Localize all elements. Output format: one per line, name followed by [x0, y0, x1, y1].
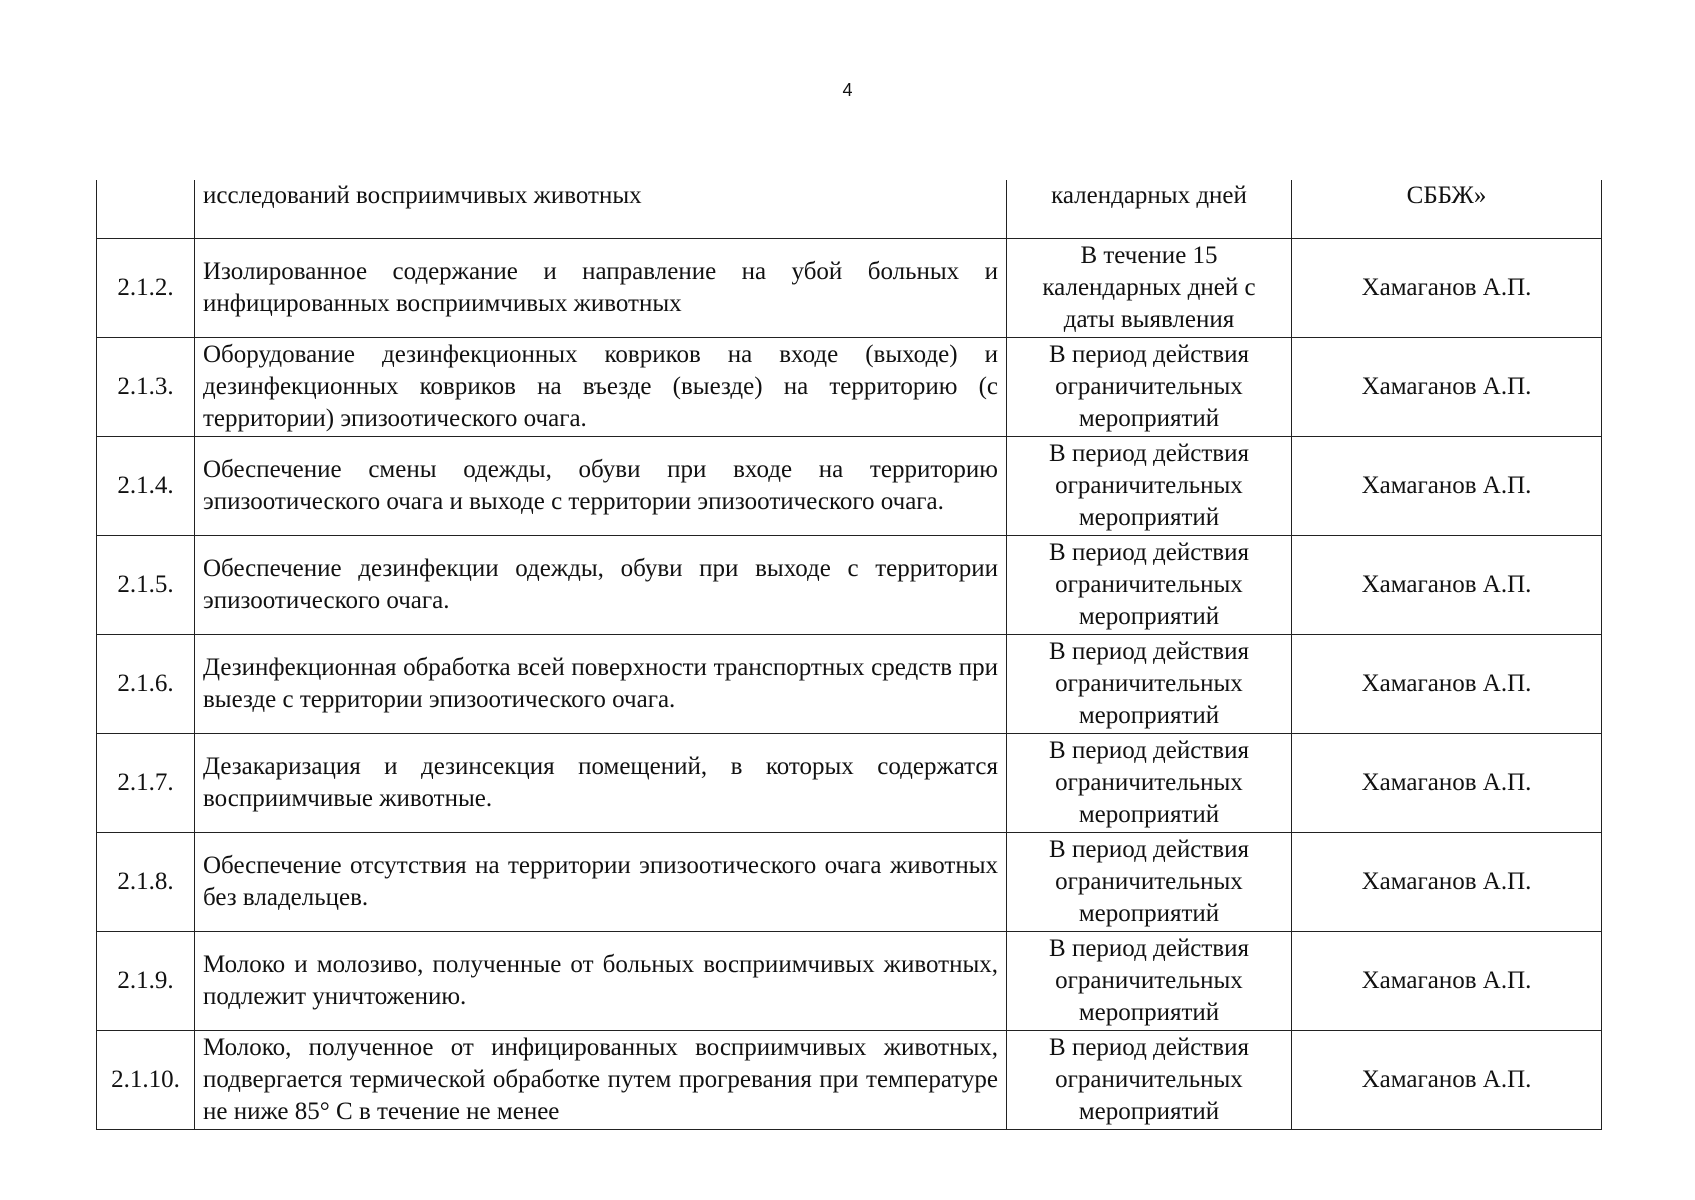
item-number: 2.1.3. — [97, 338, 195, 437]
table-row — [97, 1031, 1602, 1130]
item-term: В период действия ограничительных мероприятий — [1007, 734, 1292, 833]
item-term: В период действия ограничительных мероприятий — [1007, 536, 1292, 635]
item-number: 2.1.8. — [97, 833, 195, 932]
table-row — [97, 932, 1602, 1031]
item-action: Изолированное содержание и направление на убой больных и инфицированных восприимчивых животных — [195, 239, 1007, 338]
item-action: Обеспечение дезинфекции одежды, обуви при выходе с территории эпизоотического очага. — [195, 536, 1007, 635]
item-responsible: Хамаганов А.П. — [1292, 734, 1602, 833]
measures-table — [96, 180, 1602, 1130]
item-responsible: Хамаганов А.П. — [1292, 635, 1602, 734]
item-term: В период действия ограничительных мероприятий — [1007, 437, 1292, 536]
item-responsible: Хамаганов А.П. — [1292, 1031, 1602, 1130]
item-term: В период действия ограничительных мероприятий — [1007, 833, 1292, 932]
item-responsible: Хамаганов А.П. — [1292, 932, 1602, 1031]
item-number — [97, 180, 195, 239]
item-term: В период действия ограничительных мероприятий — [1007, 338, 1292, 437]
item-action: Оборудование дезинфекционных ковриков на входе (выходе) и дезинфекционных ковриков на въезде (выезде) на территорию (с территории) эпизоотического очага. — [195, 338, 1007, 437]
table-row — [97, 437, 1602, 536]
item-action: Обеспечение смены одежды, обуви при входе на территорию эпизоотического очага и выходе с территории эпизоотического очага. — [195, 437, 1007, 536]
item-number: 2.1.2. — [97, 239, 195, 338]
item-action: Обеспечение отсутствия на территории эпизоотического очага животных без владельцев. — [195, 833, 1007, 932]
item-number: 2.1.5. — [97, 536, 195, 635]
item-term: В течение 15 календарных дней с даты выявления — [1007, 239, 1292, 338]
item-action: Молоко и молозиво, полученные от больных восприимчивых животных, подлежит уничтожению. — [195, 932, 1007, 1031]
item-action: Дезинфекционная обработка всей поверхности транспортных средств при выезде с территории эпизоотического очага. — [195, 635, 1007, 734]
item-responsible: Хамаганов А.П. — [1292, 338, 1602, 437]
item-number: 2.1.4. — [97, 437, 195, 536]
item-number: 2.1.7. — [97, 734, 195, 833]
table-row — [97, 833, 1602, 932]
item-action: Молоко, полученное от инфицированных восприимчивых животных, подвергается термической обработке путем прогревания при температуре не ниже 85° С в течение не менее — [195, 1031, 1007, 1130]
item-responsible: СББЖ» — [1292, 180, 1602, 239]
item-number: 2.1.10. — [97, 1031, 195, 1130]
table-row-continuation — [97, 180, 1602, 239]
table-row — [97, 734, 1602, 833]
item-number: 2.1.6. — [97, 635, 195, 734]
page-number: 4 — [842, 80, 853, 100]
item-term: В период действия ограничительных мероприятий — [1007, 635, 1292, 734]
item-term: В период действия ограничительных мероприятий — [1007, 1031, 1292, 1130]
table-row — [97, 536, 1602, 635]
table-row — [97, 338, 1602, 437]
table-row — [97, 635, 1602, 734]
item-responsible: Хамаганов А.П. — [1292, 437, 1602, 536]
item-term: календарных дней — [1007, 180, 1292, 239]
item-responsible: Хамаганов А.П. — [1292, 239, 1602, 338]
item-action: Дезакаризация и дезинсекция помещений, в которых содержатся восприимчивые животные. — [195, 734, 1007, 833]
item-responsible: Хамаганов А.П. — [1292, 833, 1602, 932]
item-term: В период действия ограничительных мероприятий — [1007, 932, 1292, 1031]
item-responsible: Хамаганов А.П. — [1292, 536, 1602, 635]
table-row — [97, 239, 1602, 338]
item-action: исследований восприимчивых животных — [195, 180, 1007, 239]
item-number: 2.1.9. — [97, 932, 195, 1031]
